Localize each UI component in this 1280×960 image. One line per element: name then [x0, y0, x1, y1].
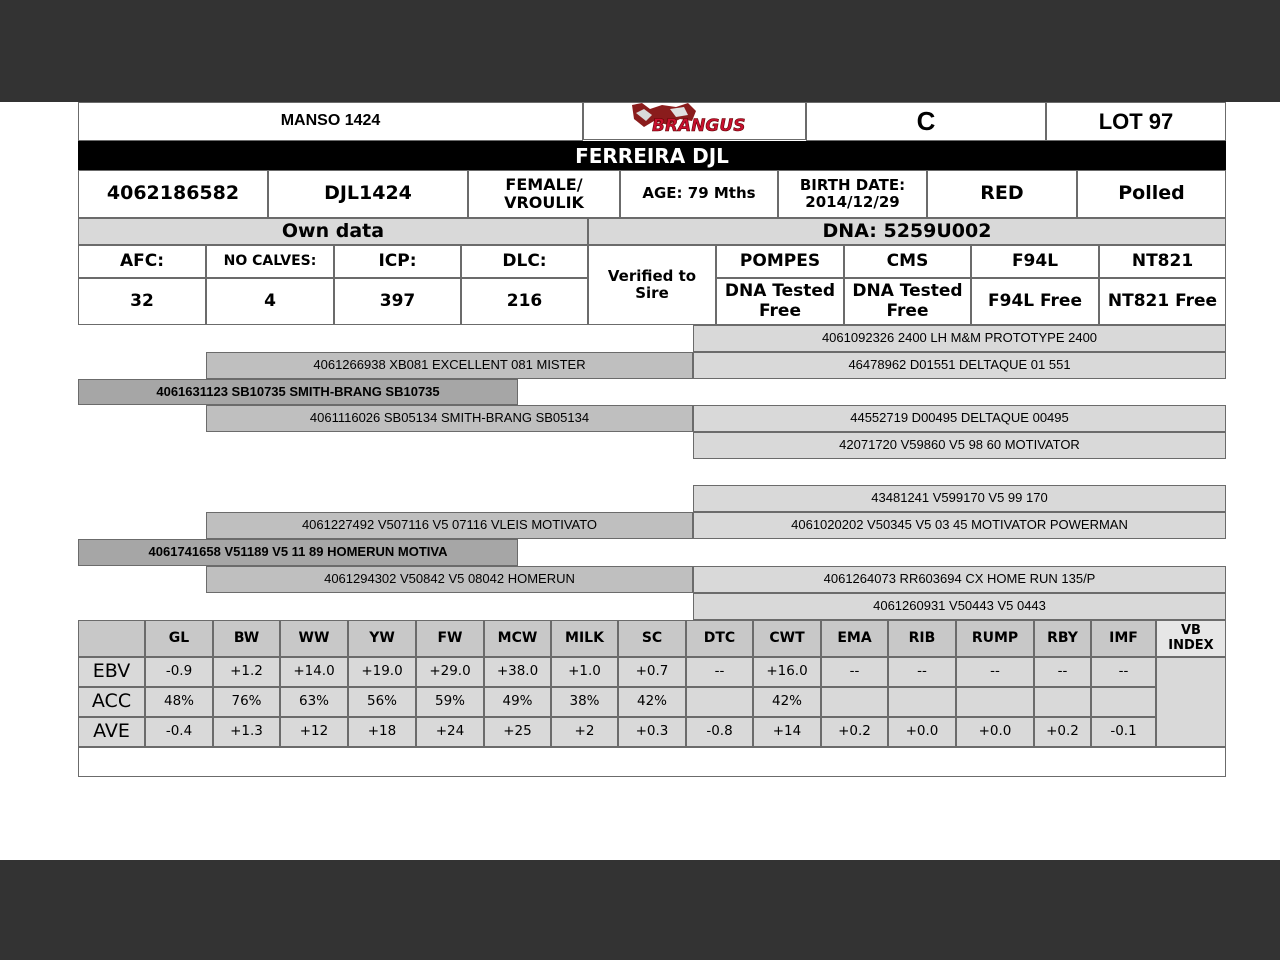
ebv-value-cell: -0.4 — [145, 717, 213, 747]
ebv-value-cell: 38% — [551, 687, 618, 717]
ebv-value-cell: 56% — [348, 687, 416, 717]
color-label: RED — [927, 170, 1077, 218]
ebv-value-cell: +14.0 — [280, 657, 348, 687]
ebv-value-cell — [956, 687, 1034, 717]
breeder-title: FERREIRA DJL — [78, 141, 1226, 170]
ebv-header-milk: MILK — [551, 620, 618, 657]
ebv-value-cell — [888, 687, 956, 717]
pedigree-sire-dam: 4061116026 SB05134 SMITH-BRANG SB05134 — [206, 405, 693, 432]
lot-number: LOT 97 — [1046, 102, 1226, 141]
ebv-value-cell: +0.0 — [956, 717, 1034, 747]
horn-status: Polled — [1077, 170, 1226, 218]
ebv-value-cell: 42% — [753, 687, 821, 717]
brangus-logo — [583, 102, 806, 140]
brangus-logo-icon — [584, 103, 806, 140]
pedigree-dam-sire-dam: 4061020202 V50345 V5 03 45 MOTIVATOR POWERMAN — [693, 512, 1226, 539]
dlc-label: DLC: — [461, 245, 588, 278]
ebv-value-cell: +1.2 — [213, 657, 280, 687]
ebv-value-cell: -- — [1034, 657, 1091, 687]
dna-title: DNA: 5259U002 — [588, 218, 1226, 245]
nt821-label: NT821 — [1099, 245, 1226, 278]
birth-date: BIRTH DATE: 2014/12/29 — [778, 170, 927, 218]
ebv-value-cell: 49% — [484, 687, 551, 717]
pedigree-sire-dam-dam: 42071720 V59860 V5 98 60 MOTIVATOR — [693, 432, 1226, 459]
dlc-value: 216 — [461, 278, 588, 325]
ebv-header-rump: RUMP — [956, 620, 1034, 657]
ebv-value-cell: -- — [1091, 657, 1156, 687]
ebv-value-cell: +25 — [484, 717, 551, 747]
ebv-value-cell: +1.0 — [551, 657, 618, 687]
pedigree-dam-dam-sire: 4061264073 RR603694 CX HOME RUN 135/P — [693, 566, 1226, 593]
ebv-header-gl: GL — [145, 620, 213, 657]
ebv-value-cell: +0.0 — [888, 717, 956, 747]
ebv-header-yw: YW — [348, 620, 416, 657]
ebv-value-cell: -0.8 — [686, 717, 753, 747]
registration-number: 4062186582 — [78, 170, 268, 218]
ebv-value-cell — [1034, 687, 1091, 717]
cms-label: CMS — [844, 245, 971, 278]
f94l-label: F94L — [971, 245, 1099, 278]
ebv-value-cell: -- — [821, 657, 888, 687]
no-calves-label: NO CALVES: — [206, 245, 334, 278]
vb-index-value — [1156, 657, 1226, 747]
ebv-header-rib: RIB — [888, 620, 956, 657]
pedigree-sire: 4061631123 SB10735 SMITH-BRANG SB10735 — [78, 379, 518, 405]
pompes-result: DNA Tested Free — [716, 278, 844, 325]
pedigree-dam: 4061741658 V51189 V5 11 89 HOMERUN MOTIVA — [78, 539, 518, 566]
manso-label: MANSO 1424 — [78, 102, 583, 141]
ebv-row-label-ebv: EBV — [78, 657, 145, 687]
ebv-value-cell: +1.3 — [213, 717, 280, 747]
ebv-header-ema: EMA — [821, 620, 888, 657]
ebv-value-cell: -- — [956, 657, 1034, 687]
ebv-value-cell: +18 — [348, 717, 416, 747]
afc-value: 32 — [78, 278, 206, 325]
ebv-header-bw: BW — [213, 620, 280, 657]
ebv-value-cell: 76% — [213, 687, 280, 717]
afc-label: AFC: — [78, 245, 206, 278]
logo-text: BRANGUS — [652, 116, 746, 136]
ebv-header-cwt: CWT — [753, 620, 821, 657]
ebv-value-cell: +2 — [551, 717, 618, 747]
pedigree-dam-dam: 4061294302 V50842 V5 08042 HOMERUN — [206, 566, 693, 593]
pompes-label: POMPES — [716, 245, 844, 278]
ebv-header-sc: SC — [618, 620, 686, 657]
pedigree-dam-sire-sire: 43481241 V599170 V5 99 170 — [693, 485, 1226, 512]
sex-label: FEMALE/ VROULIK — [468, 170, 620, 218]
ebv-value-cell: +0.7 — [618, 657, 686, 687]
ebv-value-cell: +14 — [753, 717, 821, 747]
ebv-header-dtc: DTC — [686, 620, 753, 657]
grade-label: C — [806, 102, 1046, 141]
ebv-value-cell: 42% — [618, 687, 686, 717]
notes-row — [78, 747, 1226, 777]
animal-id: DJL1424 — [268, 170, 468, 218]
ebv-value-cell: +24 — [416, 717, 484, 747]
no-calves-value: 4 — [206, 278, 334, 325]
ebv-value-cell: 63% — [280, 687, 348, 717]
pedigree-dam-sire: 4061227492 V507116 V5 07116 VLEIS MOTIVATO — [206, 512, 693, 539]
ebv-value-cell — [821, 687, 888, 717]
pedigree-sire-sire: 4061266938 XB081 EXCELLENT 081 MISTER — [206, 352, 693, 379]
ebv-header-ww: WW — [280, 620, 348, 657]
ebv-header-mcw: MCW — [484, 620, 551, 657]
ebv-value-cell: -- — [686, 657, 753, 687]
verified-to-sire: Verified to Sire — [588, 245, 716, 325]
age-label: AGE: 79 Mths — [620, 170, 778, 218]
icp-label: ICP: — [334, 245, 461, 278]
nt821-result: NT821 Free — [1099, 278, 1226, 325]
icp-value: 397 — [334, 278, 461, 325]
vb-index-header: VB INDEX — [1156, 620, 1226, 657]
own-data-title: Own data — [78, 218, 588, 245]
ebv-value-cell — [1091, 687, 1156, 717]
top-frame-bar — [0, 0, 1280, 102]
ebv-value-cell: 48% — [145, 687, 213, 717]
ebv-value-cell — [686, 687, 753, 717]
ebv-value-cell: +0.2 — [821, 717, 888, 747]
ebv-value-cell: 59% — [416, 687, 484, 717]
ebv-value-cell: -0.1 — [1091, 717, 1156, 747]
ebv-row-label-acc: ACC — [78, 687, 145, 717]
ebv-value-cell: +29.0 — [416, 657, 484, 687]
ebv-row-label-ave: AVE — [78, 717, 145, 747]
pedigree-dam-dam-dam: 4061260931 V50443 V5 0443 — [693, 593, 1226, 620]
ebv-header-imf: IMF — [1091, 620, 1156, 657]
pedigree-sire-dam-sire: 44552719 D00495 DELTAQUE 00495 — [693, 405, 1226, 432]
ebv-header-fw: FW — [416, 620, 484, 657]
cms-result: DNA Tested Free — [844, 278, 971, 325]
ebv-value-cell: -- — [888, 657, 956, 687]
ebv-value-cell: +16.0 — [753, 657, 821, 687]
ebv-value-cell: +0.2 — [1034, 717, 1091, 747]
bottom-frame-bar — [0, 860, 1280, 960]
ebv-value-cell: -0.9 — [145, 657, 213, 687]
ebv-value-cell: +19.0 — [348, 657, 416, 687]
pedigree-sire-sire-dam: 46478962 D01551 DELTAQUE 01 551 — [693, 352, 1226, 379]
ebv-value-cell: +12 — [280, 717, 348, 747]
ebv-value-cell: +38.0 — [484, 657, 551, 687]
ebv-corner-cell — [78, 620, 145, 657]
pedigree-sire-sire-sire: 4061092326 2400 LH M&M PROTOTYPE 2400 — [693, 325, 1226, 352]
f94l-result: F94L Free — [971, 278, 1099, 325]
ebv-header-rby: RBY — [1034, 620, 1091, 657]
ebv-value-cell: +0.3 — [618, 717, 686, 747]
